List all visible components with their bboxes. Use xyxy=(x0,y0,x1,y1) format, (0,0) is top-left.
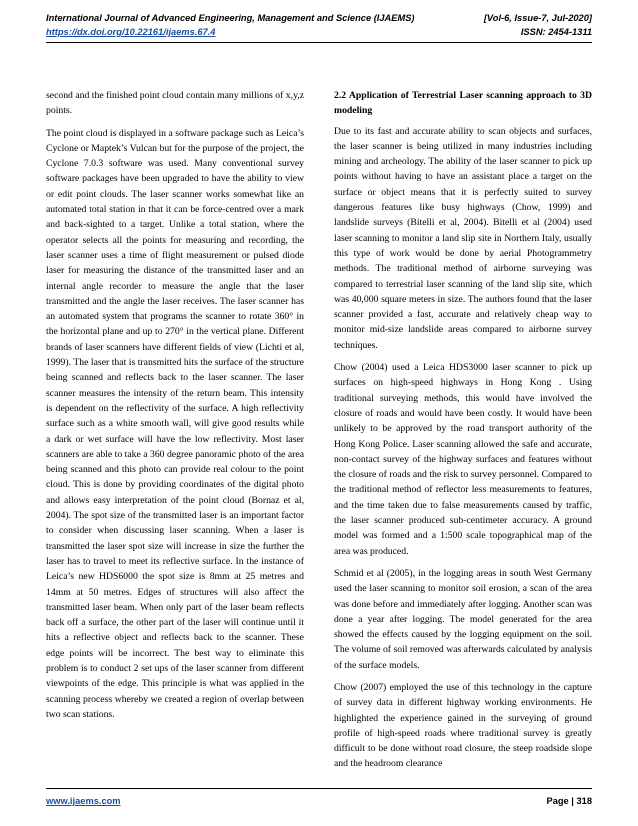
doi-link[interactable]: https://dx.doi.org/10.22161/ijaems.67.4 xyxy=(46,27,216,37)
footer-rule xyxy=(46,788,592,789)
page-number: Page | 318 xyxy=(546,796,592,806)
header-row-bottom xyxy=(46,25,592,39)
right-paragraph-2: Chow (2004) used a Leica HDS3000 laser scanner to pick up surfaces on high-speed highways in Hong Kong . Using traditional surveying methods, this would have involved the closure of roads and would have been costly. It would have been unlikely to be approved by the road transport authority of the Hong Kong Police. Laser scanning allowed the safe and accurate, non-contact survey of the highway surfaces and features without the closure of roads and the risk to survey personnel. Compared to the traditional method of reflector less measurements to features, and the time taken due to false measurements caused by traffic, the laser scanner produced sub-centimeter accuracy. A ground model was formed and a 1:500 scale topographical map of the area was produced. xyxy=(334,362,592,557)
header-row-top xyxy=(46,11,592,25)
issn: ISSN: 2454-1311 xyxy=(520,27,592,37)
left-paragraph-1: second and the finished point cloud contain many millions of x,y,z points. xyxy=(46,90,304,117)
website-link[interactable]: www.ijaems.com xyxy=(46,796,121,806)
volume-issue: [Vol-6, Issue-7, Jul-2020] xyxy=(483,13,592,23)
right-paragraph-4: Chow (2007) employed the use of this technology in the capture of survey data in different highway working environments. He highlighted the experience gained in the surveying of ground profile of high-speed roads where traditional survey is greatly difficult to be done without road closure, the steep roadside slope and the headroom clearance xyxy=(334,681,592,770)
page-header xyxy=(46,11,592,39)
left-column xyxy=(46,88,304,729)
right-paragraph-1: Due to its fast and accurate ability to scan objects and surfaces, the laser scanner is being utilized in many industries including mining and archeology. The ability of the laser scanner to pick up points without having to have an assistant place a target on the surface or object means that it is perfectly suited to survey dangerous features like busy highways (Chow, 1999) and landslide surveys (Bitelli et al, 2004). Bitelli et al (2004) used laser scanning to monitor a land slip site in Northern Italy, usually this type of work would be done by aerial Photogrammetry methods. The traditional method of airborne surveying was compared to terrestrial laser scanning of the land slip site, which was 40,000 square meters in size. The authors found that the laser scanner provided a fast, accurate and relatively cheap way to monitor mid-size landslide areas compared to airborne survey techniques. xyxy=(334,125,592,351)
right-paragraph-3: Schmid et al (2005), in the logging areas in south West Germany used the laser scanning to monitor soil erosion, a scan of the area was done before and immediately after logging. Another scan was done a year after logging. The model generated for the area showed the effects caused by the logging equipment on the soil. The volume of soil removed was afterwards calculated by analysis of the surface models. xyxy=(334,567,592,671)
right-column xyxy=(334,88,592,779)
header-rule xyxy=(46,42,592,43)
left-paragraph-2: The point cloud is displayed in a software package such as Leica’s Cyclone or Maptek’s Vulcan but for the purpose of the project, the Cyclone 7.0.3 software was used. Many conventional survey software packages have been upgraded to have the ability to view or edit point clouds. The laser scanner works somewhat like an automated total station in that it can be force-centred over a mark and back-sighted to a target. Unlike a total station, where the operator selects all the points for measuring and recording, the laser scanner uses a time of flight measurement or pulsed diode laser for measuring the distance of the transmitted laser and an internal angle recorder to measure the angle that the laser transmitted and the angle the laser receives. The laser scanner has an automated system that programs the scanner to rotate 360° in the horizontal plane and up to 270° in the vertical plane. Different brands of laser scanners have different fields of view (Lichti et al, 1999). The laser that is transmitted hits the surface of the structure being scanned and reflects back to the laser scanner. The laser scanner measures the intensity of the return beam. This intensity is dependent on the reflectivity of the surface. A high reflectivity surface such as a white smooth wall, will give good results while a dark or wet surface will have the low reflectivity. Most laser scanners are able to take a 360 degree panoramic photo of the area being scanned and this photo can provide real colour to the point cloud. This is done by providing coordinates of the digital photo and allows easy interpretation of the point cloud (Bornaz et al, 2004). The spot size of the transmitted laser is an important factor to consider when discussing laser scanning. When a laser is transmitted the laser spot size will increase in size the further the laser has to travel to meet its reflective surface. In the instance of Leica’s new HDS6000 the spot size is 8mm at 25 metres and 14mm at 50 metres. Edges of structures will also affect the transmitted laser beam. When only part of the laser beam reflects back off a surface, the other part of the laser will continue until it hits a reflective object and reflects back to the scanner. These edge points will be incorrect. The best way to eliminate this problem is to conduct 2 set ups of the laser scanner from different viewpoints of the edge. This principle is what was applied in the scanning process whereby we created a region of overlap between two scan stations. xyxy=(46,127,304,720)
journal-title: International Journal of Advanced Engineering, Management and Science (IJAEMS) xyxy=(46,13,415,23)
section-heading: 2.2 Application of Terrestrial Laser scanning approach to 3D modeling xyxy=(334,90,592,117)
page-footer xyxy=(46,796,592,806)
